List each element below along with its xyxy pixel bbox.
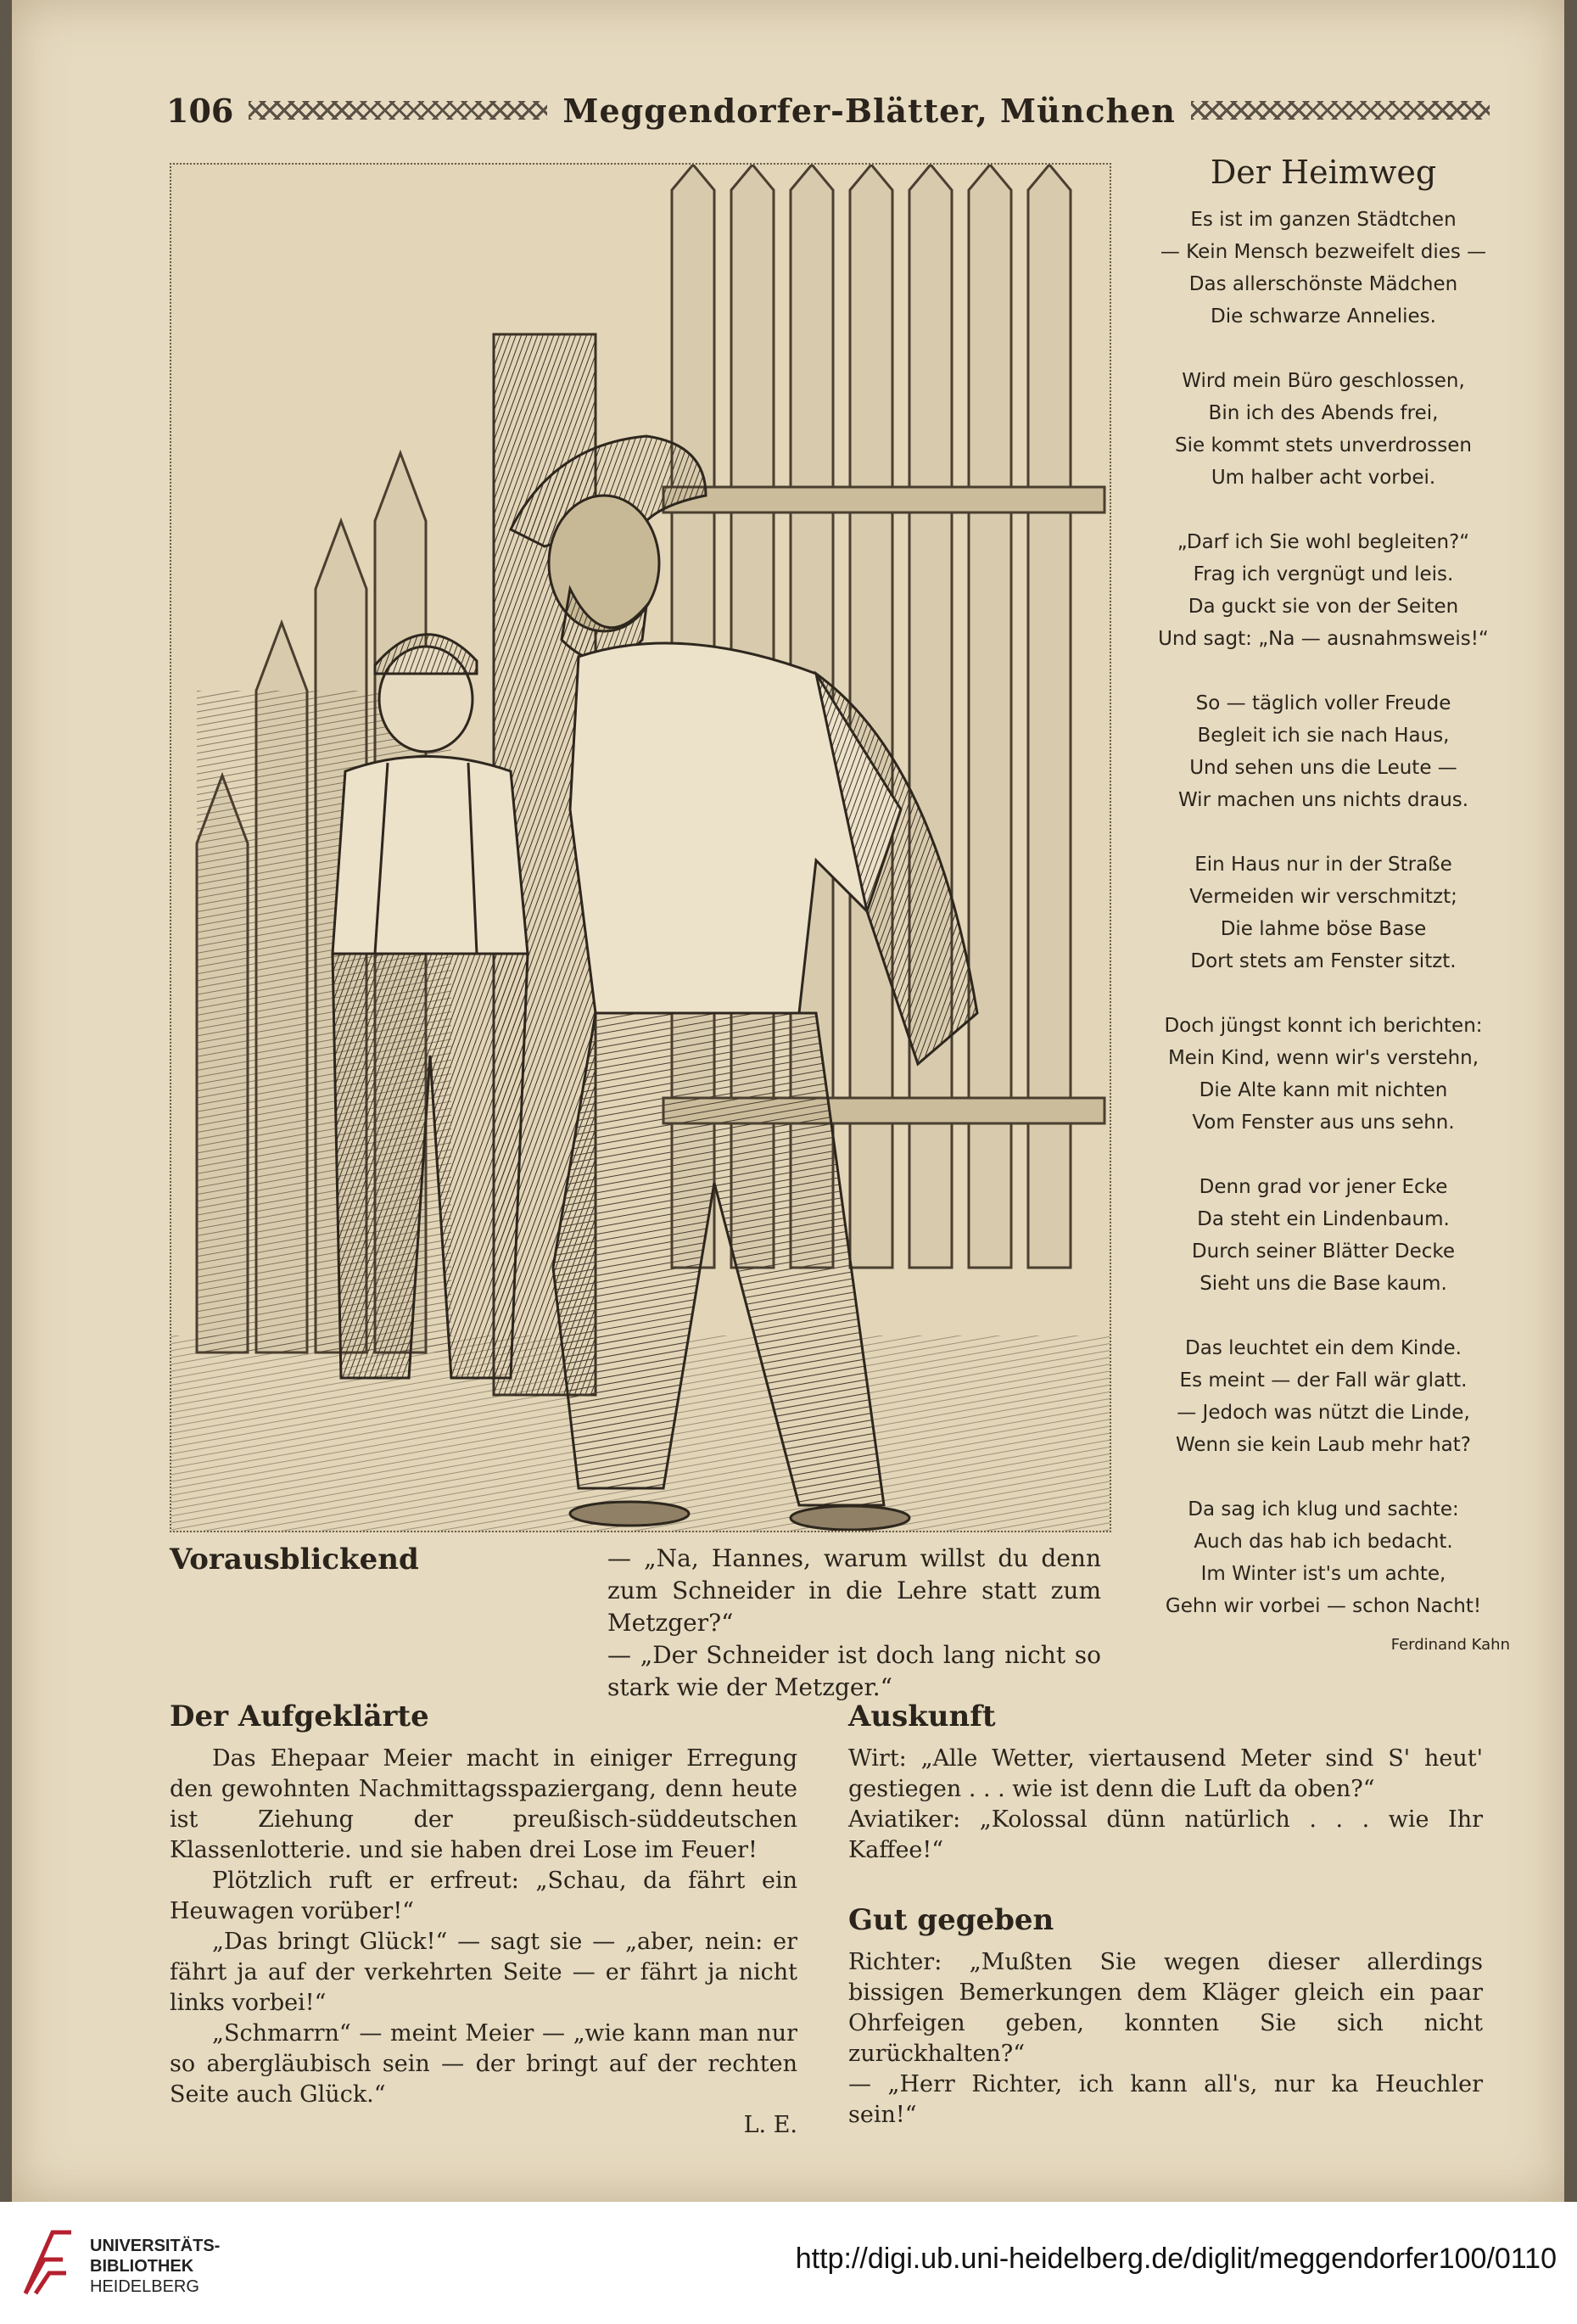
poem-line: Sieht uns die Base kaum. [1200,1273,1447,1295]
engraving-drawing [171,165,1110,1531]
poem-line: Frag ich vergnügt und leis. [1193,563,1454,585]
digitization-footer [0,2202,1577,2324]
page-number: 106 [166,91,234,130]
poem-line: Doch jüngst konnt ich berichten: [1164,1015,1483,1037]
poem-line: Gehn wir vorbei — schon Nacht! [1165,1595,1482,1617]
poem-title: Der Heimweg [1210,154,1437,191]
article-title: Gut gegeben [848,1903,1054,1937]
poem-stanza [1137,687,1510,816]
poem-line: Und sagt: „Na — ausnahmsweis!“ [1158,628,1489,650]
poem-line: Begleit ich sie nach Haus, [1197,725,1450,747]
poem-line: Durch seiner Blätter Decke [1191,1240,1456,1263]
poem-line: Ein Haus nur in der Straße [1194,854,1452,876]
poem-stanza [1137,1493,1510,1622]
article-paragraph: Plötzlich ruft er erfreut: „Schau, da fährt ein Heuwagen vorüber!“ [170,1868,797,1924]
article-der-aufgeklaerte [170,1701,797,2141]
poem-line: Mein Kind, wenn wir's verstehn, [1167,1047,1479,1069]
poem-line: Es meint — der Fall wär glatt. [1179,1369,1468,1392]
library-name-line: UNIVERSITÄTS- [90,2237,221,2255]
article-paragraph: „Das bringt Glück!“ — sagt sie — „aber, nein: er fährt ja auf der verkehrten Seite — er fährt ja nicht links vorbei!“ [170,1929,797,2016]
ornament-left [249,101,547,120]
caption-line: — „Der Schneider ist doch lang nicht so stark wie der Metzger.“ [607,1641,1101,1701]
article-auskunft [848,1701,1483,1866]
poem-line: Das allerschönste Mädchen [1188,273,1458,295]
article-paragraph: Richter: „Mußten Sie wegen dieser allerdings bissigen Bemerkungen dem Kläger gleich ein paar Ohrfeigen geben, konnten Sie sich nicht zurückhalten?“ [848,1949,1483,2067]
poem-author: Ferdinand Kahn [1390,1636,1510,1654]
poem-line: Auch das hab ich bedacht. [1194,1531,1453,1553]
article-gut-gegeben [848,1905,1483,2131]
poem-stanza [1137,204,1510,333]
article-title: Der Aufgeklärte [170,1700,429,1733]
poem-line: Vom Fenster aus uns sehn. [1192,1112,1455,1134]
ornament-right [1191,101,1490,120]
poem-line: Bin ich des Abends frei, [1208,402,1439,424]
poem-line: Da steht ein Lindenbaum. [1197,1208,1450,1230]
poem-line: Da sag ich klug und sachte: [1188,1498,1459,1520]
poem-line: — Jedoch was nützt die Linde, [1177,1402,1470,1424]
article-signature: L. E. [743,2112,797,2138]
caption-title: Vorausblickend [170,1543,419,1576]
article-paragraph: Wirt: „Alle Wetter, viertausend Meter sind S' heut' gestiegen . . . wie ist denn die Luft da oben?“ [848,1745,1483,1802]
poem-line: Wenn sie kein Laub mehr hat? [1176,1434,1471,1456]
poem-stanza [1137,526,1510,655]
library-name-line: BIBLIOTHEK [90,2257,194,2276]
library-name-line: HEIDELBERG [90,2277,199,2296]
poem-stanza [1137,1171,1510,1300]
poem-der-heimweg [1137,156,1510,1661]
poem-line: So — täglich voller Freude [1195,692,1451,714]
poem-line: Es ist im ganzen Städtchen [1190,209,1457,231]
article-paragraph: — „Herr Richter, ich kann all's, nur ka Heuchler sein!“ [848,2071,1483,2128]
page-header [166,85,1490,136]
poem-line: Um halber acht vorbei. [1211,467,1436,489]
article-title: Auskunft [848,1700,996,1733]
poem-line: Da guckt sie von der Seiten [1188,596,1459,618]
poem-line: Dort stets am Fenster sitzt. [1190,950,1457,972]
poem-line: Wir machen uns nichts draus. [1177,789,1469,811]
engraving-illustration [170,163,1111,1532]
poem-line: Sie kommt stets unverdrossen [1175,434,1472,456]
poem-stanza [1137,1332,1510,1461]
source-url-link[interactable]: http://digi.ub.uni-heidelberg.de/diglit/meggendorfer100/0110 [795,2243,1557,2275]
poem-line: Vermeiden wir verschmitzt; [1189,886,1457,908]
library-logo-icon[interactable] [19,2226,78,2299]
poem-line: Wird mein Büro geschlossen, [1182,370,1465,392]
poem-line: Und sehen uns die Leute — [1189,757,1457,779]
poem-line: Im Winter ist's um achte, [1200,1563,1446,1585]
caption-dialogue [607,1543,1101,1704]
journal-title: Meggendorfer-Blätter, München [562,91,1176,130]
poem-line: Die Alte kann mit nichten [1199,1079,1448,1101]
poem-line: Die schwarze Annelies. [1211,305,1436,328]
caption-line: — „Na, Hannes, warum willst du denn zum Schneider in die Lehre statt zum Metzger?“ [607,1544,1101,1637]
poem-line: Die lahme böse Base [1220,918,1427,940]
library-name[interactable] [90,2236,220,2297]
article-paragraph: Das Ehepaar Meier macht in einiger Erregung den gewohnten Nachmittagsspaziergang, denn heute ist Ziehung der preußisch-süddeutschen Klassenlotterie. und sie haben drei Lose im Feuer! [170,1745,797,1863]
poem-line: Denn grad vor jener Ecke [1199,1176,1448,1198]
poem-stanza [1137,848,1510,977]
article-paragraph: „Schmarrn“ — meint Meier — „wie kann man nur so abergläubisch sein — der bringt auf der rechten Seite auch Glück.“ [170,2020,797,2108]
article-paragraph: Aviatiker: „Kolossal dünn natürlich . . . wie Ihr Kaffee!“ [848,1806,1483,1863]
poem-stanza [1137,1010,1510,1139]
poem-line: — Kein Mensch bezweifelt dies — [1160,241,1487,263]
poem-line: Das leuchtet ein dem Kinde. [1185,1337,1462,1359]
poem-line: „Darf ich Sie wohl begleiten?“ [1177,531,1470,553]
poem-stanza [1137,365,1510,494]
